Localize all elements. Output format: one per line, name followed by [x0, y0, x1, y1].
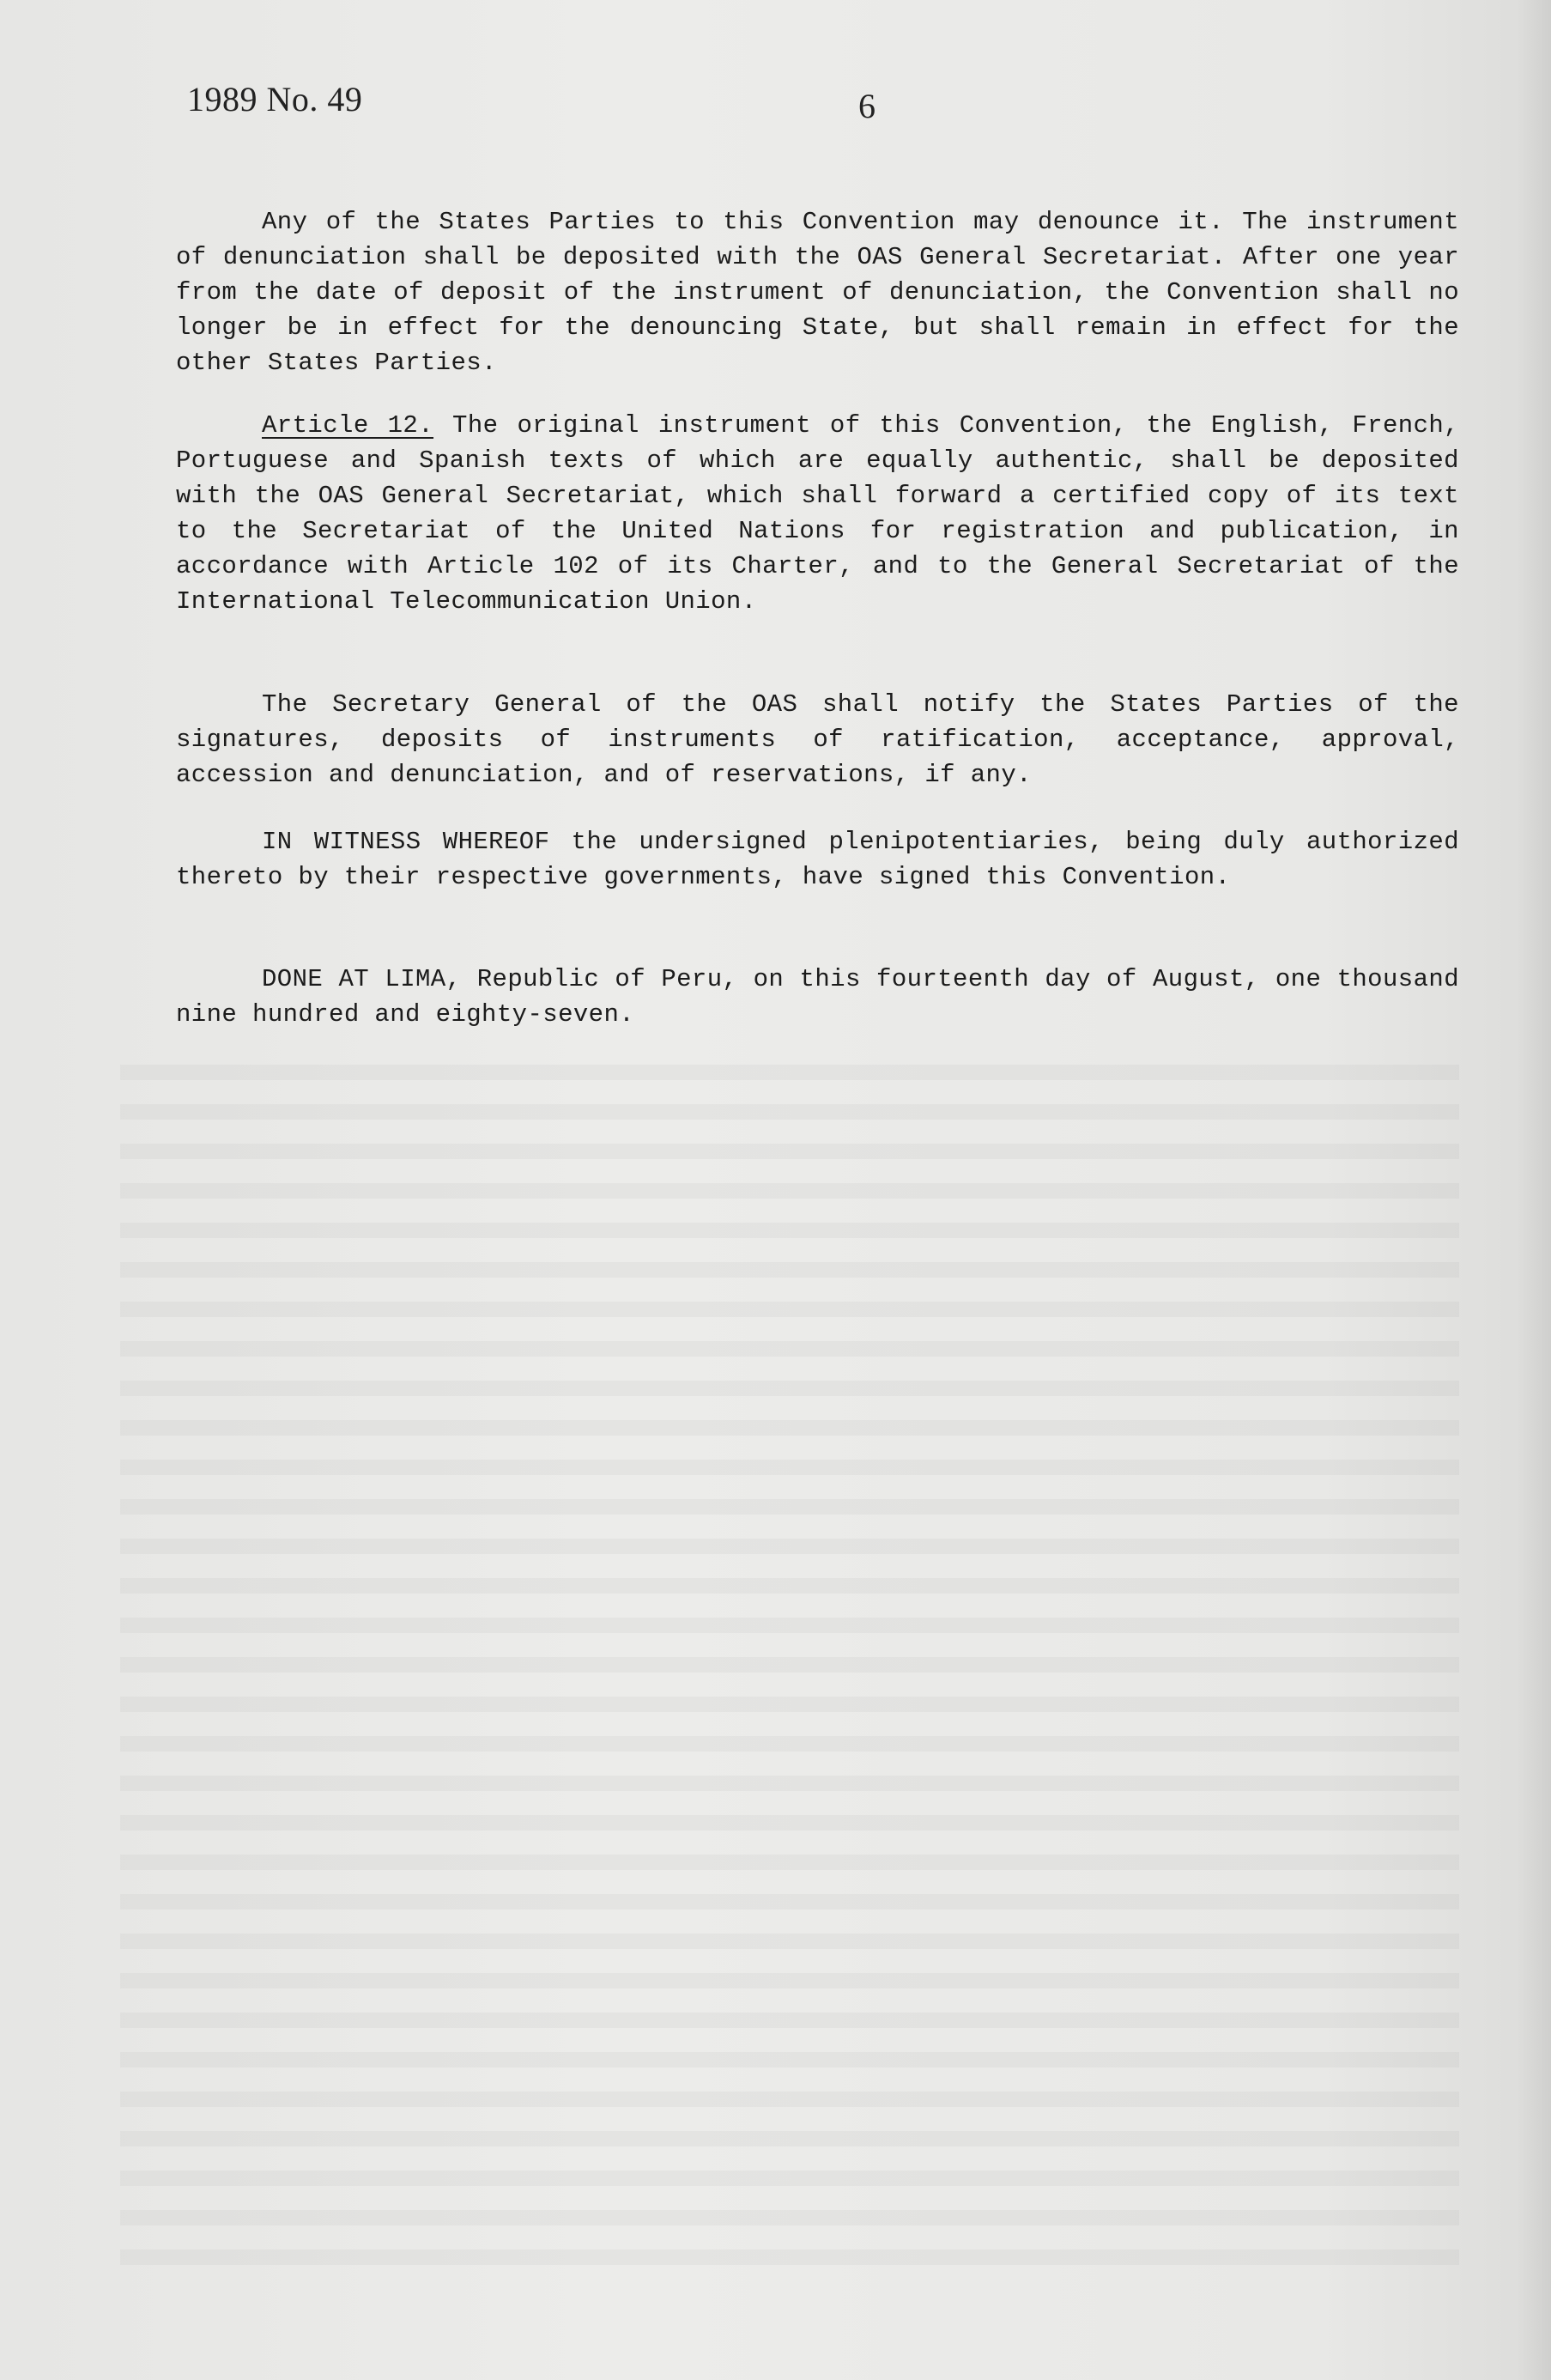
article-12-body: The original instrument of this Convention, the English, French, Portuguese and Spanish texts of which are equally authentic, shall be deposited with the OAS General Secretariat, which shall forward a certified copy of its text to the Secretariat of the United Nations for registration and publication, in accordance with Article 102 of its Charter, and to the General Secretariat of the International Telecommunication Union. — [176, 411, 1459, 616]
paragraph-witness: IN WITNESS WHEREOF the undersigned plenipotentiaries, being duly authorized thereto by their respective governments, have signed this Convention. — [176, 828, 1459, 891]
paragraph-notification: The Secretary General of the OAS shall notify the States Parties of the signatures, deposits of instruments of ratification, acceptance, approval, accession and denunciation, and of reservations, if any. — [176, 690, 1459, 789]
bleed-through-texture — [120, 1065, 1459, 2267]
article-12-heading: Article 12. — [262, 411, 434, 440]
paragraph-done-at-lima: DONE AT LIMA, Republic of Peru, on this fourteenth day of August, one thousand nine hundred and eighty-seven. — [176, 965, 1459, 1029]
document-reference: 1989 No. 49 — [187, 80, 363, 118]
paragraph-denunciation: Any of the States Parties to this Convention may denounce it. The instrument of denunciation shall be deposited with the OAS General Secretariat. After one year from the date of deposit of the instrument of denunciation, the Convention shall no longer be in effect for the denouncing State, but shall remain in effect for the other States Parties. — [176, 208, 1459, 377]
paragraph-article-12 — [176, 408, 1459, 619]
page-edge-shadow — [1517, 0, 1551, 2380]
page-number: 6 — [858, 87, 875, 125]
